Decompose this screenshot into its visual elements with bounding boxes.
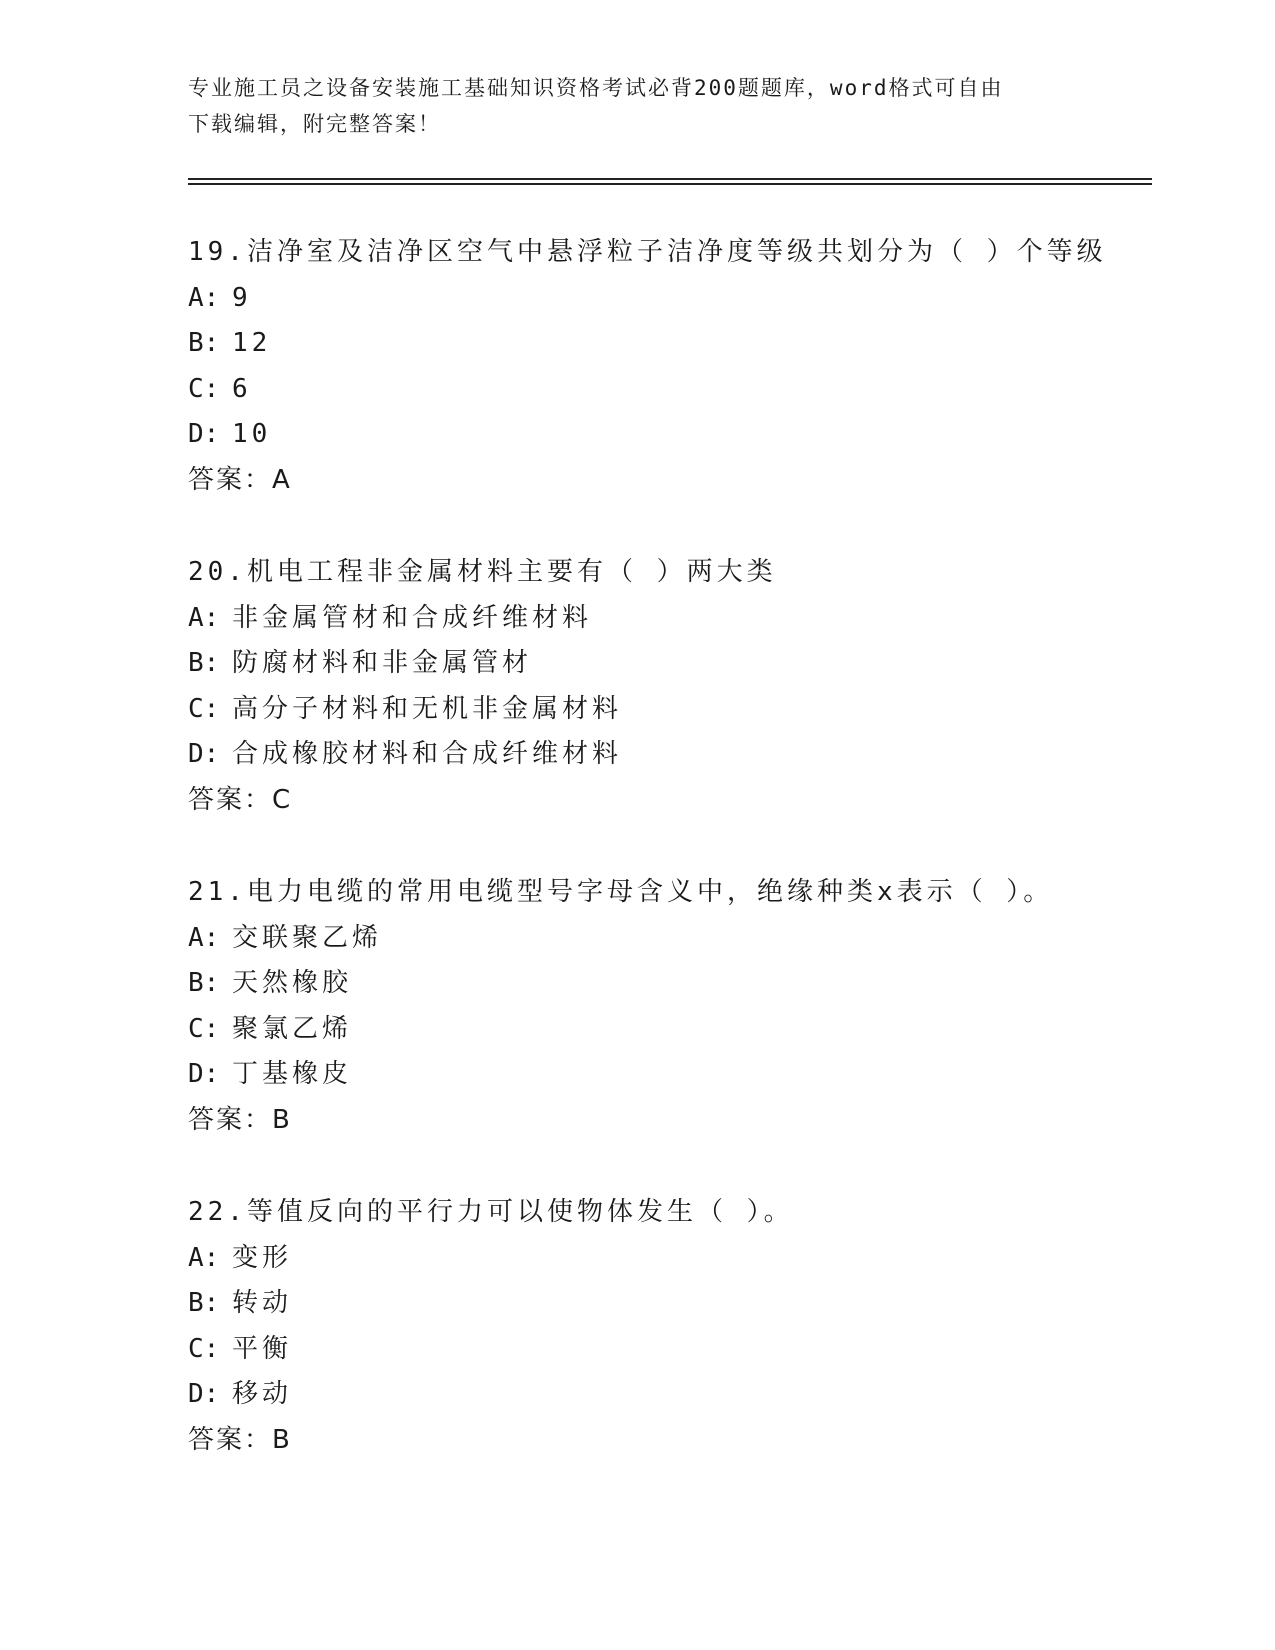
question-19 (188, 230, 1148, 550)
option-d (188, 412, 1148, 458)
question-list (188, 230, 1148, 1510)
option-text: 转动 (232, 1288, 293, 1318)
option-text: 交联聚乙烯 (232, 922, 383, 953)
option-letter: C: (188, 693, 220, 724)
option-d (188, 732, 1148, 778)
header-divider-bottom (188, 183, 1152, 185)
answer-line: 答案：B (188, 1104, 292, 1135)
answer-line: 答案：B (188, 1424, 292, 1455)
option-b (188, 961, 1148, 1007)
option-letter: A: (188, 282, 220, 313)
option-b (188, 321, 1148, 367)
option-d (188, 1372, 1148, 1418)
answer-line: 答案：C (188, 784, 293, 815)
option-text: 合成橡胶材料和合成纤维材料 (232, 739, 623, 769)
option-b (188, 641, 1148, 687)
option-letter: B: (188, 648, 220, 678)
option-letter: D: (188, 1059, 220, 1089)
option-text: 高分子材料和无机非金属材料 (232, 693, 623, 724)
option-text: 变形 (232, 1242, 293, 1273)
option-letter: B: (188, 968, 220, 998)
option-text: 聚氯乙烯 (232, 1013, 353, 1044)
option-letter: C: (188, 1013, 220, 1044)
option-text: 平衡 (232, 1333, 293, 1364)
option-text: 6 (232, 373, 252, 404)
question-stem: 21.电力电缆的常用电缆型号字母含义中，绝缘种类x表示（ ）。 (188, 877, 1054, 907)
option-letter: D: (188, 1379, 220, 1409)
option-text: 防腐材料和非金属管材 (232, 648, 533, 678)
option-c (188, 687, 1148, 733)
option-b (188, 1281, 1148, 1327)
option-a (188, 1236, 1148, 1282)
question-21 (188, 870, 1148, 1190)
option-d (188, 1052, 1148, 1098)
option-a (188, 916, 1148, 962)
question-20 (188, 550, 1148, 870)
option-letter: D: (188, 419, 220, 449)
question-stem: 22.等值反向的平行力可以使物体发生（ ）。 (188, 1197, 794, 1227)
option-letter: C: (188, 1333, 220, 1364)
option-letter: A: (188, 922, 220, 953)
option-text: 10 (232, 419, 272, 449)
option-c (188, 367, 1148, 413)
header-line-2: 下载编辑，附完整答案！ (188, 112, 441, 136)
header-divider-top (188, 178, 1152, 180)
option-letter: D: (188, 739, 220, 769)
option-letter: B: (188, 328, 220, 358)
option-letter: A: (188, 1242, 220, 1273)
document-header (188, 70, 1068, 142)
question-22 (188, 1190, 1148, 1510)
option-c (188, 1327, 1148, 1373)
option-a (188, 596, 1148, 642)
option-text: 丁基橡皮 (232, 1059, 353, 1089)
option-a (188, 276, 1148, 322)
question-stem: 20.机电工程非金属材料主要有（ ）两大类 (188, 557, 777, 587)
option-text: 12 (232, 328, 272, 358)
option-letter: C: (188, 373, 220, 404)
option-text: 天然橡胶 (232, 968, 353, 998)
option-text: 9 (232, 282, 252, 313)
option-letter: A: (188, 602, 220, 633)
option-text: 移动 (232, 1379, 293, 1409)
question-stem: 19.洁净室及洁净区空气中悬浮粒子洁净度等级共划分为（ ）个等级 (188, 237, 1107, 267)
answer-line: 答案：A (188, 464, 292, 495)
option-c (188, 1007, 1148, 1053)
option-letter: B: (188, 1288, 220, 1318)
header-line-1: 专业施工员之设备安装施工基础知识资格考试必背200题题库，word格式可自由 (188, 76, 1004, 100)
option-text: 非金属管材和合成纤维材料 (232, 602, 593, 633)
